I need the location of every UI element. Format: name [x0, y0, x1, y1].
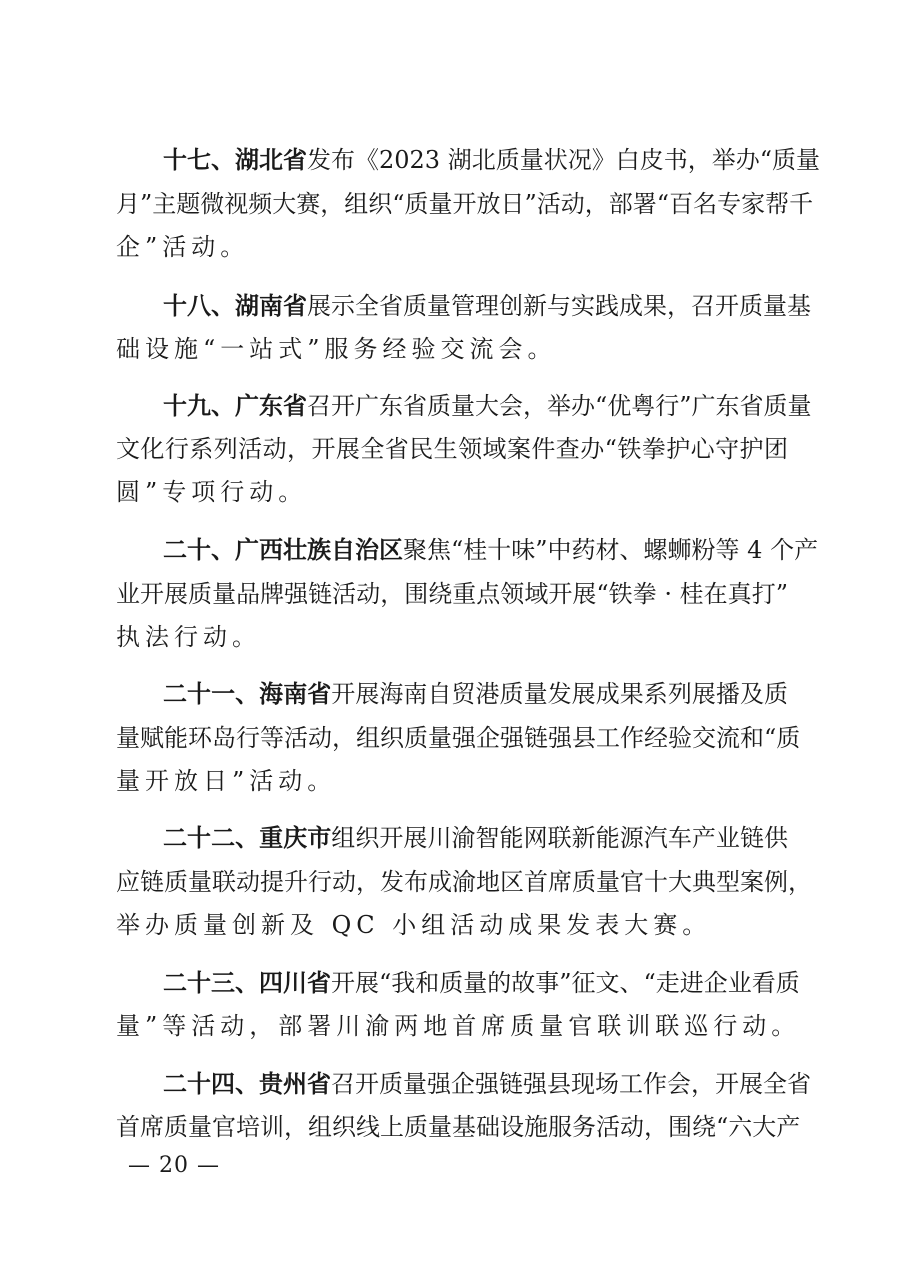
paragraph-text: 展示全省质量管理创新与实践成果，召开质量基 — [307, 292, 811, 320]
paragraph-text: 量赋能环岛行等活动，组织质量强企强链强县工作经验交流和“质 — [116, 724, 801, 752]
paragraph-text: 应链质量联动提升行动，发布成渝地区首席质量官十大典型案例， — [116, 868, 812, 896]
paragraph-line — [116, 333, 788, 365]
paragraph-first-line — [163, 967, 800, 999]
paragraph-text: 执法行动。 — [116, 623, 261, 651]
paragraph-first-line — [163, 144, 820, 176]
paragraph-first-line — [163, 1068, 811, 1100]
region-heading: 十九、广东省 — [163, 392, 307, 420]
paragraph-text: 月”主题微视频大赛，组织“质量开放日”活动，部署“百名专家帮千 — [116, 190, 814, 218]
paragraph-first-line — [163, 822, 788, 854]
paragraph-text: 组织开展川渝智能网联新能源汽车产业链供 — [331, 824, 788, 852]
paragraph-line — [116, 1111, 801, 1143]
paragraph-line — [116, 188, 814, 220]
paragraph-first-line — [163, 678, 788, 710]
page-number: — 20 — — [128, 1153, 220, 1178]
paragraph-line — [116, 866, 812, 898]
paragraph-line — [116, 433, 788, 465]
paragraph-line — [116, 765, 788, 797]
paragraph-line — [116, 722, 801, 754]
paragraph-text: 首席质量官培训，组织线上质量基础设施服务活动，围绕“六大产 — [116, 1113, 801, 1141]
region-heading: 十七、湖北省 — [163, 146, 307, 174]
paragraph-line — [116, 621, 788, 653]
paragraph-text: 召开广东省质量大会，举办“优粤行”广东省质量 — [307, 392, 812, 420]
paragraph-text: 召开质量强企强链强县现场工作会，开展全省 — [331, 1070, 811, 1098]
paragraph-text: 聚焦“桂十味”中药材、螺蛳粉等 4 个产 — [403, 536, 819, 564]
paragraph-text: 企”活动。 — [116, 233, 250, 261]
region-heading: 十八、湖南省 — [163, 292, 307, 320]
paragraph-line — [116, 909, 788, 941]
paragraph-line — [116, 578, 788, 610]
paragraph-line — [116, 231, 788, 263]
paragraph-first-line — [163, 534, 819, 566]
paragraph-text: 业开展质量品牌强链活动，围绕重点领域开展“铁拳 · 桂在真打” — [116, 580, 788, 608]
paragraph-line — [116, 1010, 801, 1042]
paragraph-first-line — [163, 390, 812, 422]
region-heading: 二十四、贵州省 — [163, 1070, 331, 1098]
paragraph-text: 圆”专项行动。 — [116, 478, 308, 506]
paragraph-text: 开展“我和质量的故事”征文、“走进企业看质 — [331, 969, 800, 997]
paragraph-text: 开展海南自贸港质量发展成果系列展播及质 — [331, 680, 788, 708]
region-heading: 二十一、海南省 — [163, 680, 332, 708]
region-heading: 二十、广西壮族自治区 — [163, 536, 403, 564]
paragraph-text: 发布《2023 湖北质量状况》白皮书，举办“质量 — [307, 146, 820, 174]
region-heading: 二十三、四川省 — [163, 969, 331, 997]
region-heading: 二十二、重庆市 — [163, 824, 332, 852]
paragraph-text: 础设施“一站式”服务经验交流会。 — [116, 335, 557, 363]
paragraph-first-line — [163, 290, 811, 322]
paragraph-text: 量开放日”活动。 — [116, 767, 337, 795]
paragraph-text: 文化行系列活动，开展全省民生领域案件查办“铁拳护心守护团 — [116, 435, 788, 463]
paragraph-text: 量”等活动，部署川渝两地首席质量官联训联巡行动。 — [116, 1012, 801, 1040]
paragraph-line — [116, 476, 788, 508]
paragraph-text: 举办质量创新及 QC 小组活动成果发表大赛。 — [116, 911, 712, 939]
